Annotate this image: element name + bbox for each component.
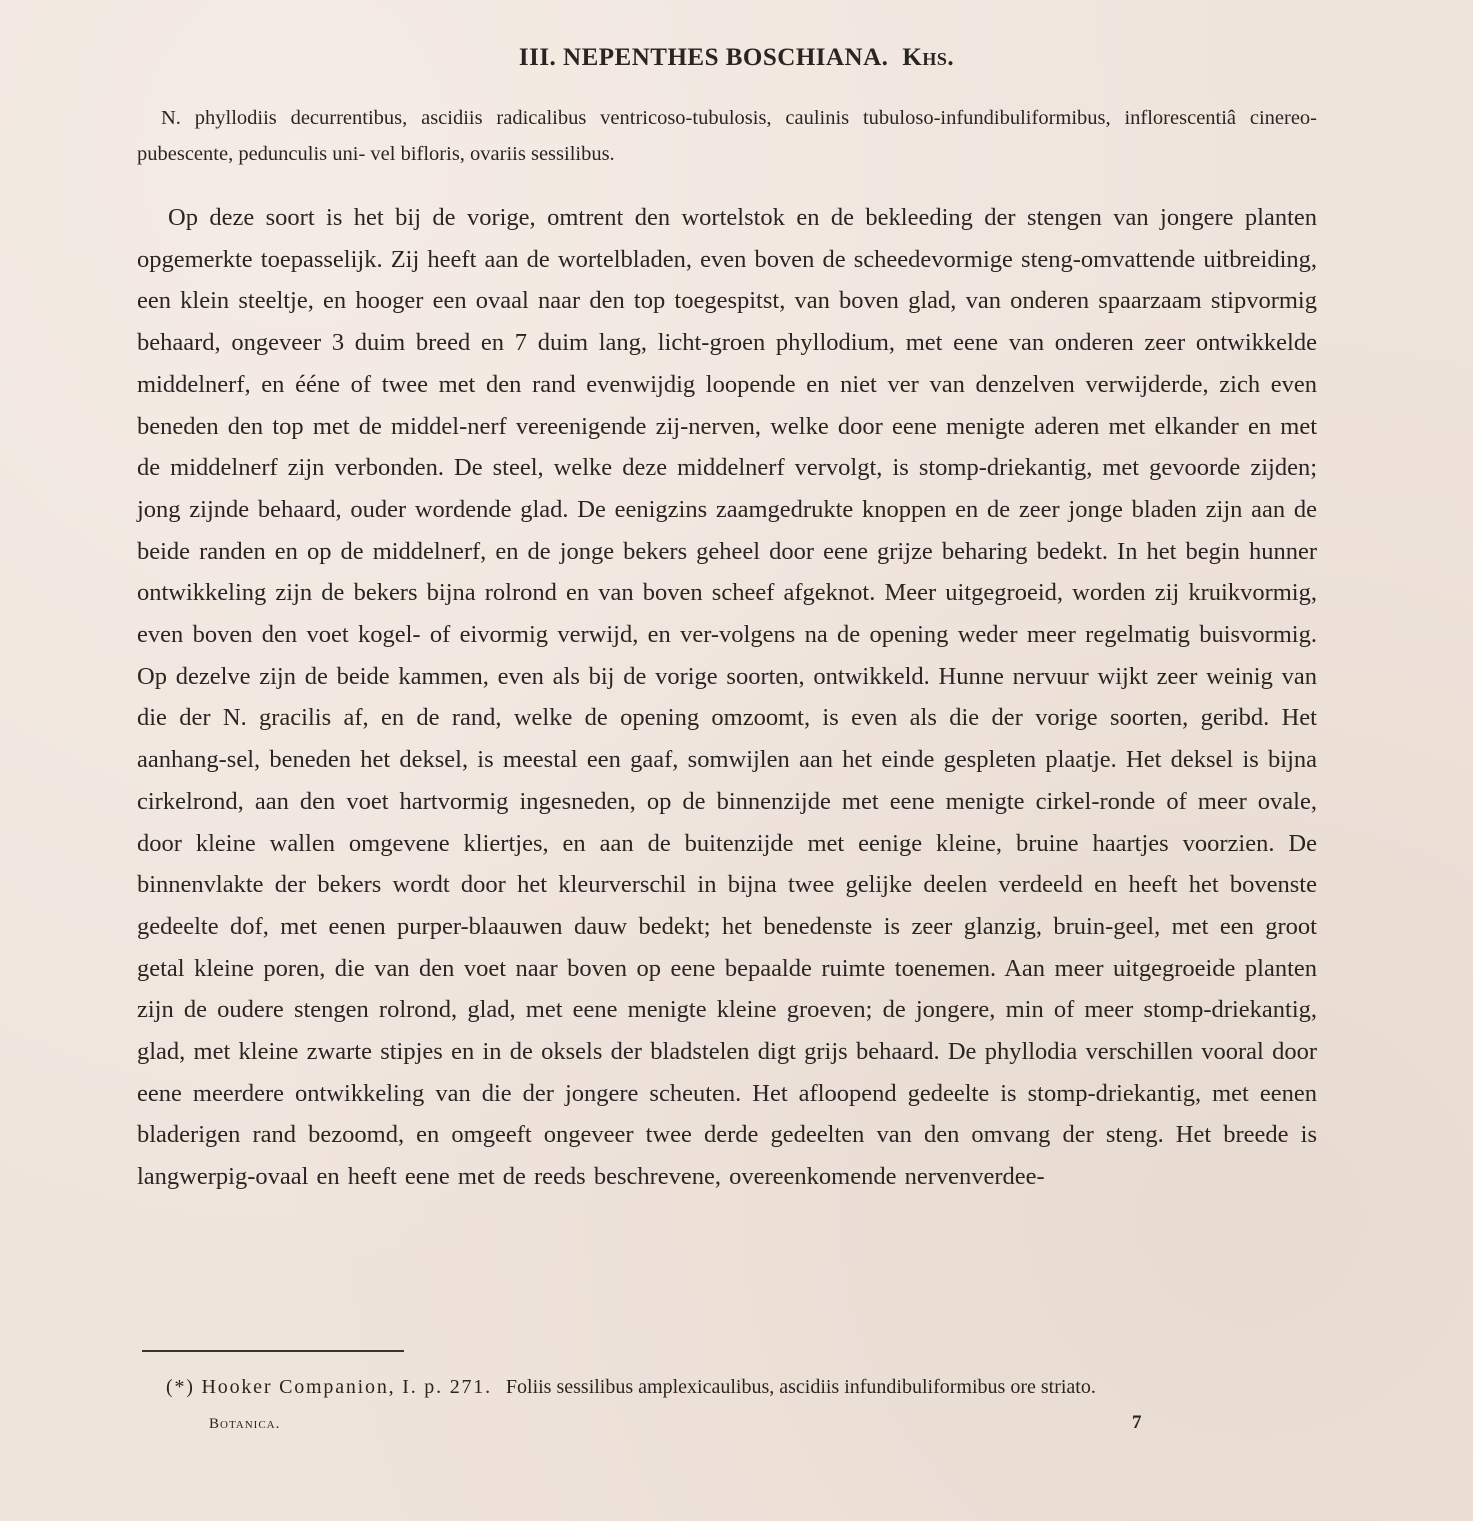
footnote-rule — [142, 1350, 404, 1352]
page-title — [0, 44, 1473, 72]
author-abbreviation: Khs. — [902, 44, 955, 71]
latin-diagnosis: N. phyllodiis decurrentibus, ascidiis radicalibus ventricoso-tubulosis, caulinis tubuloso-infundibuliformibus, inflorescentiâ cinereo-pubescente, pedunculis uni- vel bifloris, ovariis sessilibus. — [137, 107, 1317, 165]
footnote — [166, 1376, 1316, 1399]
title-text: III. NEPENTHES BOSCHIANA. — [518, 44, 889, 71]
signature-mark: Botanica. — [209, 1416, 281, 1432]
body-paragraph: Op deze soort is het bij de vorige, omtrent den wortelstok en de bekleeding der stengen van jongere planten opgemerkte toepasselijk. Zij heeft aan de wortelbladen, even boven de scheedevormige steng-omvattende uitbreiding, een klein steeltje, en hooger een ovaal naar den top toegespitst, van boven glad, van onderen spaarzaam stipvormig behaard, ongeveer 3 duim breed en 7 duim lang, licht-groen phyllodium, met eene van onderen zeer ontwikkelde middelnerf, en ééne of twee met den rand evenwijdig loopende en niet ver van denzelven verwijderde, zich even beneden den top met de middel-nerf vereenigende zij-nerven, welke door eene menigte aderen met elkander en met de middelnerf zijn verbonden. De steel, welke deze middelnerf vervolgt, is stomp-driekantig, met gevoorde zijden; jong zijnde behaard, ouder wordende glad. De eenigzins zaamgedrukte knoppen en de zeer jonge bladen zijn aan de beide randen en op de middelnerf, en de jonge bekers geheel door eene grijze beharing bedekt. In het begin hunner ontwikkeling zijn de bekers bijna rolrond en van boven scheef afgeknot. Meer uitgegroeid, worden zij kruikvormig, even boven den voet kogel- of eivormig verwijd, en ver-volgens na de opening weder meer regelmatig buisvormig. Op dezelve zijn de beide kammen, even als bij de vorige soorten, ontwikkeld. Hunne nervuur wijkt zeer weinig van die der N. gracilis af, en de rand, welke de opening omzoomt, is even als die der vorige soorten, geribd. Het aanhang-sel, beneden het deksel, is meestal een gaaf, somwijlen aan het einde gespleten plaatje. Het deksel is bijna cirkelrond, aan den voet hartvormig ingesneden, op de binnenzijde met eene menigte cirkel-ronde of meer ovale, door kleine wallen omgevene kliertjes, en aan de buitenzijde met eenige kleine, bruine haartjes voorzien. De binnenvlakte der bekers wordt door het kleurverschil in bijna twee gelijke deelen verdeeld en heeft het bovenste gedeelte dof, met eenen purper-blaauwen dauw bedekt; het benedenste is zeer glanzig, bruin-geel, met een groot getal kleine poren, die van den voet naar boven op eene bepaalde ruimte toenemen. Aan meer uitgegroeide planten zijn de oudere stengen rolrond, glad, met eene menigte kleine groeven; de jongere, min of meer stomp-driekantig, glad, met kleine zwarte stipjes en in de oksels der bladstelen digt grijs behaard. De phyllodia verschillen vooral door eene meerdere ontwikkeling van die der jongere scheuten. Het afloopend gedeelte is stomp-driekantig, met eenen bladerigen rand bezoomd, en omgeeft ongeveer twee derde gedeelten van den omvang der steng. Het breede is langwerpig-ovaal en heeft eene met de reeds beschrevene, overeenkomende nervenverdee- — [137, 204, 1317, 1191]
page-number: 7 — [1132, 1412, 1142, 1433]
footnote-reference: (*) Hooker Companion, I. p. 271. — [166, 1376, 492, 1398]
footnote-text: Foliis sessilibus amplexicaulibus, ascidiis infundibuliformibus ore striato. — [505, 1376, 1096, 1398]
